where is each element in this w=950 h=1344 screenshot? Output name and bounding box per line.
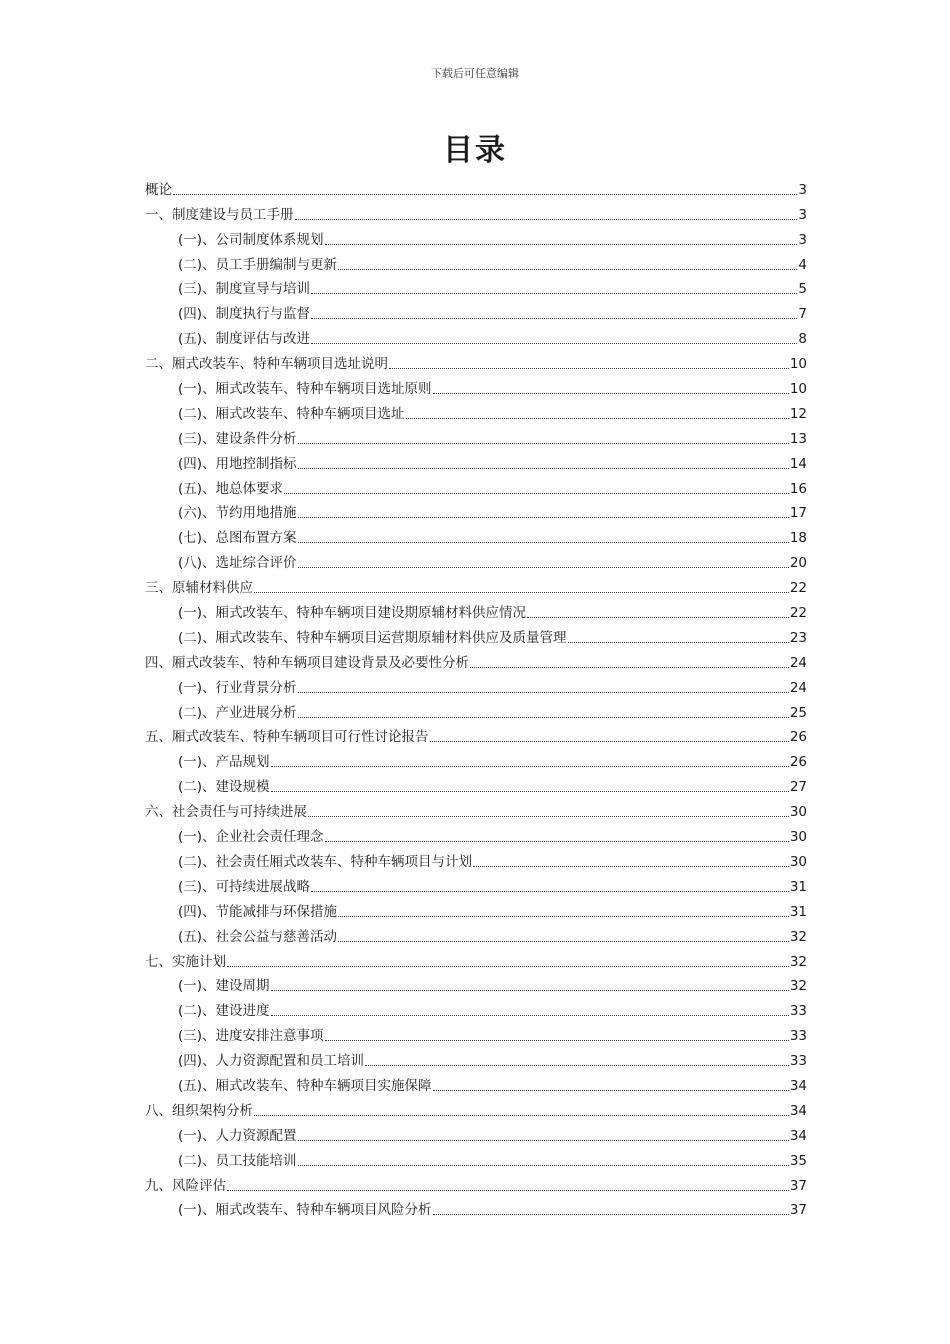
header-note: 下载后可任意编辑 (431, 67, 519, 80)
toc-leader-dots (227, 1190, 789, 1191)
toc-entry-label: (三)、制度宣导与培训 (178, 281, 311, 298)
toc-entry-page: 26 (789, 729, 807, 746)
toc-entry-label: 概论 (145, 181, 172, 198)
toc-leader-dots (298, 1140, 789, 1141)
toc-entry[interactable] (145, 1021, 807, 1046)
toc-entry-page: 16 (789, 480, 807, 497)
toc-entry[interactable] (145, 523, 807, 548)
toc-entry-label: (一)、建设周期 (178, 978, 270, 995)
toc-entry-page: 3 (798, 206, 807, 223)
toc-leader-dots (325, 841, 789, 842)
toc-entry-page: 30 (789, 804, 807, 821)
toc-entry-label: (二)、社会责任厢式改装车、特种车辆项目与计划 (178, 853, 473, 870)
toc-entry-page: 30 (789, 829, 807, 846)
toc-entry-label: (一)、企业社会责任理念 (178, 829, 324, 846)
toc-entry[interactable] (145, 200, 807, 225)
toc-entry[interactable] (145, 797, 807, 822)
toc-entry-label: (一)、厢式改装车、特种车辆项目建设期原辅材料供应情况 (178, 605, 527, 622)
toc-entry-page: 8 (798, 331, 807, 348)
toc-entry-page: 17 (789, 505, 807, 522)
toc-entry-label: 七、实施计划 (145, 953, 226, 970)
toc-entry-label: (二)、建设规模 (178, 779, 270, 796)
toc-entry-page: 32 (789, 928, 807, 945)
toc-leader-dots (254, 1115, 789, 1116)
toc-entry[interactable] (145, 175, 807, 200)
toc-leader-dots (473, 866, 789, 867)
toc-entry[interactable] (145, 1096, 807, 1121)
toc-leader-dots (338, 269, 797, 270)
toc-entry-page: 22 (789, 580, 807, 597)
toc-leader-dots (325, 1040, 789, 1041)
toc-entry-page: 3 (798, 181, 807, 198)
toc-leader-dots (298, 468, 789, 469)
toc-leader-dots (433, 1090, 789, 1091)
toc-entry[interactable] (145, 424, 807, 449)
toc-entry-label: (二)、员工手册编制与更新 (178, 256, 338, 273)
toc-entry-label: (四)、人力资源配置和员工培训 (178, 1053, 365, 1070)
toc-entry-page: 31 (789, 903, 807, 920)
toc-entry-page: 27 (789, 779, 807, 796)
toc-leader-dots (568, 642, 789, 643)
toc-entry[interactable] (145, 723, 807, 748)
toc-leader-dots (271, 1015, 789, 1016)
toc-entry-label: (五)、地总体要求 (178, 480, 284, 497)
toc-entry[interactable] (145, 698, 807, 723)
toc-title: 目录 (443, 133, 507, 168)
toc-entry[interactable] (145, 598, 807, 623)
toc-entry[interactable] (145, 673, 807, 698)
toc-entry[interactable] (145, 573, 807, 598)
toc-entry-label: 九、风险评估 (145, 1177, 226, 1194)
toc-entry[interactable] (145, 225, 807, 250)
toc-leader-dots (271, 791, 789, 792)
toc-entry-page: 7 (798, 306, 807, 323)
toc-leader-dots (406, 418, 789, 419)
toc-entry-page: 26 (789, 754, 807, 771)
toc-entry-page: 3 (798, 231, 807, 248)
toc-entry-label: (一)、厢式改装车、特种车辆项目选址原则 (178, 381, 432, 398)
toc-entry-page: 34 (789, 1102, 807, 1119)
toc-leader-dots (227, 966, 789, 967)
toc-entry[interactable] (145, 996, 807, 1021)
toc-leader-dots (389, 368, 789, 369)
toc-entry-label: (四)、制度执行与监督 (178, 306, 311, 323)
toc-entry[interactable] (145, 499, 807, 524)
toc-entry-page: 10 (789, 381, 807, 398)
toc-entry-page: 4 (798, 256, 807, 273)
toc-leader-dots (271, 766, 789, 767)
toc-entry-page: 30 (789, 853, 807, 870)
toc-entry-page: 14 (789, 455, 807, 472)
toc-leader-dots (433, 1214, 789, 1215)
toc-entry[interactable] (145, 250, 807, 275)
toc-leader-dots (311, 891, 789, 892)
toc-leader-dots (433, 393, 789, 394)
toc-entry-page: 10 (789, 356, 807, 373)
toc-entry[interactable] (145, 449, 807, 474)
toc-entry-label: (一)、人力资源配置 (178, 1127, 297, 1144)
toc-entry-page: 5 (798, 281, 807, 298)
toc-entry[interactable] (145, 822, 807, 847)
toc-leader-dots (284, 493, 789, 494)
toc-leader-dots (298, 1165, 789, 1166)
toc-entry-page: 37 (789, 1202, 807, 1219)
toc-entry[interactable] (145, 275, 807, 300)
toc-entry[interactable] (145, 847, 807, 872)
toc-leader-dots (254, 592, 789, 593)
toc-entry-page: 33 (789, 1053, 807, 1070)
toc-entry[interactable] (145, 399, 807, 424)
toc-entry-page: 32 (789, 978, 807, 995)
toc-leader-dots (298, 692, 789, 693)
toc-entry[interactable] (145, 1171, 807, 1196)
toc-entry[interactable] (145, 747, 807, 772)
toc-entry-page: 37 (789, 1177, 807, 1194)
toc-leader-dots (173, 194, 797, 195)
toc-leader-dots (271, 990, 789, 991)
toc-entry-label: 三、原辅材料供应 (145, 580, 253, 597)
toc-entry[interactable] (145, 374, 807, 399)
toc-leader-dots (308, 816, 789, 817)
toc-entry-label: 二、厢式改装车、特种车辆项目选址说明 (145, 356, 388, 373)
toc-entry-page: 24 (789, 679, 807, 696)
toc-leader-dots (338, 916, 789, 917)
toc-entry-page: 25 (789, 704, 807, 721)
toc-entry-label: (二)、产业进展分析 (178, 704, 297, 721)
toc-leader-dots (311, 318, 797, 319)
toc-leader-dots (298, 542, 789, 543)
toc-leader-dots (298, 517, 789, 518)
toc-leader-dots (298, 567, 789, 568)
toc-leader-dots (527, 617, 789, 618)
toc-entry-label: (二)、厢式改装车、特种车辆项目运营期原辅材料供应及质量管理 (178, 629, 567, 646)
toc-entry-page: 13 (789, 430, 807, 447)
toc-entry[interactable] (145, 1046, 807, 1071)
toc-entry[interactable] (145, 623, 807, 648)
toc-leader-dots (311, 293, 797, 294)
toc-entry-label: (七)、总图布置方案 (178, 530, 297, 547)
toc-entry-page: 12 (789, 405, 807, 422)
toc-leader-dots (325, 244, 798, 245)
toc-leader-dots (365, 1065, 789, 1066)
toc-leader-dots (295, 219, 798, 220)
toc-entry[interactable] (145, 1071, 807, 1096)
toc-entry-label: (二)、厢式改装车、特种车辆项目选址 (178, 405, 405, 422)
toc-leader-dots (311, 343, 797, 344)
toc-leader-dots (338, 941, 789, 942)
toc-entry[interactable] (145, 772, 807, 797)
table-of-contents (145, 175, 807, 1220)
toc-entry-page: 31 (789, 878, 807, 895)
toc-entry-page: 23 (789, 629, 807, 646)
toc-entry[interactable] (145, 947, 807, 972)
toc-entry[interactable] (145, 1121, 807, 1146)
toc-leader-dots (298, 717, 789, 718)
toc-entry-label: (一)、产品规划 (178, 754, 270, 771)
toc-leader-dots (470, 667, 789, 668)
toc-entry-page: 22 (789, 605, 807, 622)
toc-entry-label: (六)、节约用地措施 (178, 505, 297, 522)
toc-entry-label: (一)、厢式改装车、特种车辆项目风险分析 (178, 1202, 432, 1219)
toc-entry-label: (五)、制度评估与改进 (178, 331, 311, 348)
toc-entry-label: (二)、建设进度 (178, 1003, 270, 1020)
toc-entry-label: 四、厢式改装车、特种车辆项目建设背景及必要性分析 (145, 654, 469, 671)
toc-entry[interactable] (145, 1146, 807, 1171)
toc-entry-page: 34 (789, 1077, 807, 1094)
toc-entry[interactable] (145, 872, 807, 897)
toc-entry-page: 33 (789, 1003, 807, 1020)
toc-entry-label: 八、组织架构分析 (145, 1102, 253, 1119)
toc-entry-label: (五)、厢式改装车、特种车辆项目实施保障 (178, 1077, 432, 1094)
toc-entry[interactable] (145, 1196, 807, 1221)
toc-entry-label: (四)、节能减排与环保措施 (178, 903, 338, 920)
toc-entry-page: 35 (789, 1152, 807, 1169)
toc-entry-label: (三)、可持续进展战略 (178, 878, 311, 895)
toc-entry[interactable] (145, 299, 807, 324)
toc-entry-label: 六、社会责任与可持续进展 (145, 804, 307, 821)
toc-leader-dots (298, 443, 789, 444)
toc-entry-label: (一)、行业背景分析 (178, 679, 297, 696)
toc-entry[interactable] (145, 349, 807, 374)
toc-entry-label: (四)、用地控制指标 (178, 455, 297, 472)
toc-entry-page: 32 (789, 953, 807, 970)
toc-entry[interactable] (145, 548, 807, 573)
toc-entry-label: (三)、进度安排注意事项 (178, 1028, 324, 1045)
toc-entry-label: (三)、建设条件分析 (178, 430, 297, 447)
toc-entry-label: (五)、社会公益与慈善活动 (178, 928, 338, 945)
toc-entry[interactable] (145, 648, 807, 673)
toc-entry[interactable] (145, 474, 807, 499)
toc-entry-label: 一、制度建设与员工手册 (145, 206, 294, 223)
toc-entry-label: (一)、公司制度体系规划 (178, 231, 324, 248)
toc-entry-page: 24 (789, 654, 807, 671)
toc-entry-label: (二)、员工技能培训 (178, 1152, 297, 1169)
toc-entry-page: 33 (789, 1028, 807, 1045)
toc-entry[interactable] (145, 972, 807, 997)
toc-entry-label: 五、厢式改装车、特种车辆项目可行性讨论报告 (145, 729, 429, 746)
toc-entry-page: 34 (789, 1127, 807, 1144)
toc-entry-page: 20 (789, 555, 807, 572)
toc-leader-dots (430, 741, 789, 742)
toc-entry[interactable] (145, 922, 807, 947)
toc-entry-label: (八)、选址综合评价 (178, 555, 297, 572)
toc-entry[interactable] (145, 897, 807, 922)
toc-entry[interactable] (145, 324, 807, 349)
toc-entry-page: 18 (789, 530, 807, 547)
